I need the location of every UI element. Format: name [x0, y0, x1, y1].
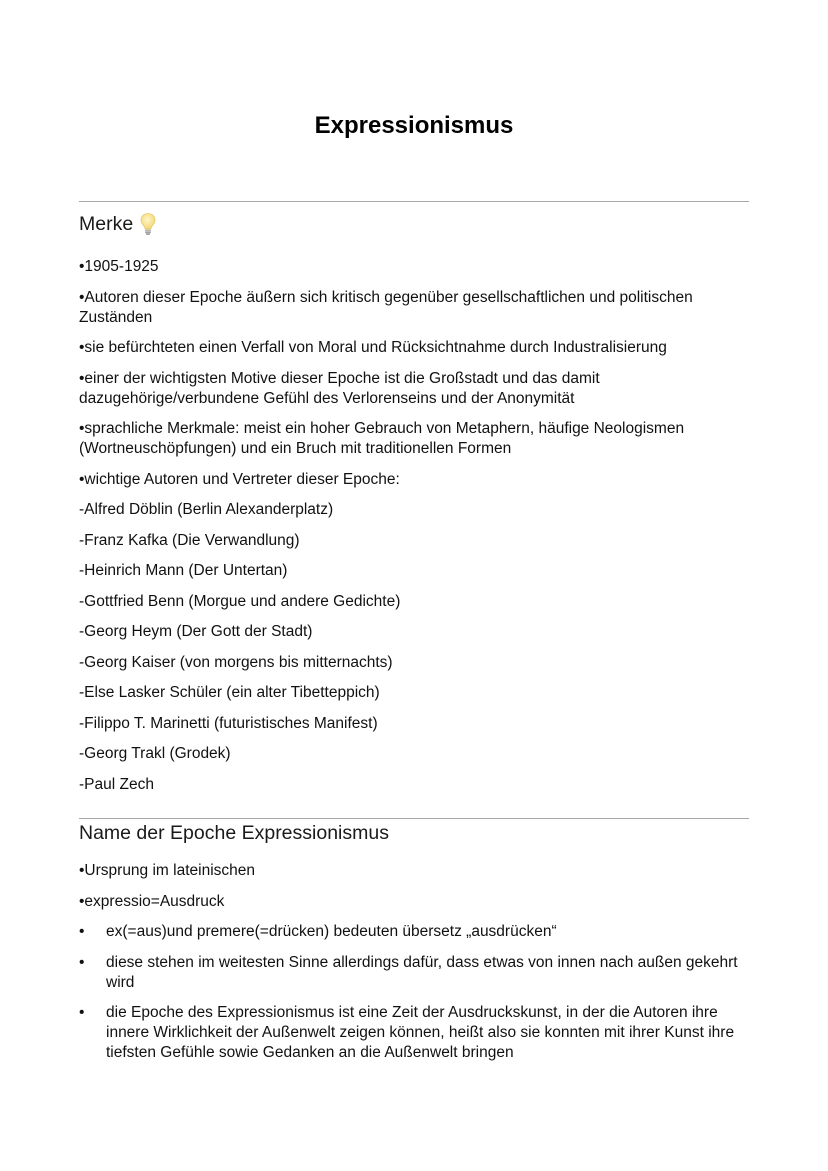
list-item: -Filippo T. Marinetti (futuristisches Manifest): [79, 714, 378, 732]
list-item: •Autoren dieser Epoche äußern sich kritisch gegenüber gesellschaftlichen und politischen Zuständen: [79, 288, 693, 326]
bullet-icon: •: [79, 923, 85, 940]
list-item: -Franz Kafka (Die Verwandlung): [79, 531, 300, 549]
list-item: -Heinrich Mann (Der Untertan): [79, 562, 288, 579]
list-item-text: diese stehen im weitesten Sinne allerdings dafür, dass etwas von innen nach außen gekehrt wird: [106, 953, 738, 991]
list-item: [79, 1003, 749, 1063]
list-item: •wichtige Autoren und Vertreter dieser Epoche:: [79, 470, 400, 488]
page-title: Expressionismus: [314, 112, 514, 139]
list-item-text: die Epoche des Expressionismus ist eine Zeit der Ausdruckskunst, in der die Autoren ihre innere Wirklichkeit der Außenwelt zeigen können, heißt also sie konnten mit ihrer Kunst ihre tiefsten Gefühle sowie Gedanken an die Außenwelt bringen: [106, 1004, 735, 1061]
list-item: •Ursprung im lateinischen: [79, 862, 256, 879]
merke-heading-label: Merke: [79, 212, 134, 235]
list-item: •sprachliche Merkmale: meist ein hoher Gebrauch von Metaphern, häufige Neologismen (Wortneuschöpfungen) und ein Bruch mit traditionellen Formen: [79, 420, 685, 457]
list-item: -Alfred Döblin (Berlin Alexanderplatz): [79, 501, 334, 518]
list-item: [79, 953, 749, 993]
merke-list: [79, 257, 749, 805]
list-item: -Georg Kaiser (von morgens bis mitternachts): [79, 653, 393, 671]
divider: [79, 818, 749, 819]
merke-heading: [79, 212, 157, 236]
bullet-icon: •: [79, 953, 85, 971]
list-item: •einer der wichtigsten Motive dieser Epoche ist die Großstadt und das damit dazugehörige/verbundene Gefühl des Verlorenseins und der Anonymität: [79, 369, 600, 407]
list-item: -Else Lasker Schüler (ein alter Tibetteppich): [79, 684, 380, 701]
bullet-icon: •: [79, 1004, 85, 1021]
list-item: -Paul Zech: [79, 775, 154, 793]
list-item: •1905-1925: [79, 258, 159, 275]
name-section-heading: Name der Epoche Expressionismus: [79, 822, 389, 844]
list-item: -Gottfried Benn (Morgue und andere Gedichte): [79, 592, 401, 610]
list-item-text: ex(=aus)und premere(=drücken) bedeuten übersetz „ausdrücken“: [106, 923, 557, 940]
name-section-list: [79, 861, 749, 1074]
lightbulb-icon: [139, 212, 157, 236]
list-item: •sie befürchteten einen Verfall von Moral und Rücksichtnahme durch Industralisierung: [79, 339, 667, 356]
list-item: -Georg Trakl (Grodek): [79, 745, 231, 762]
list-item: -Georg Heym (Der Gott der Stadt): [79, 623, 313, 640]
divider: [79, 201, 749, 202]
list-item: [79, 922, 749, 942]
list-item: •expressio=Ausdruck: [79, 892, 225, 910]
